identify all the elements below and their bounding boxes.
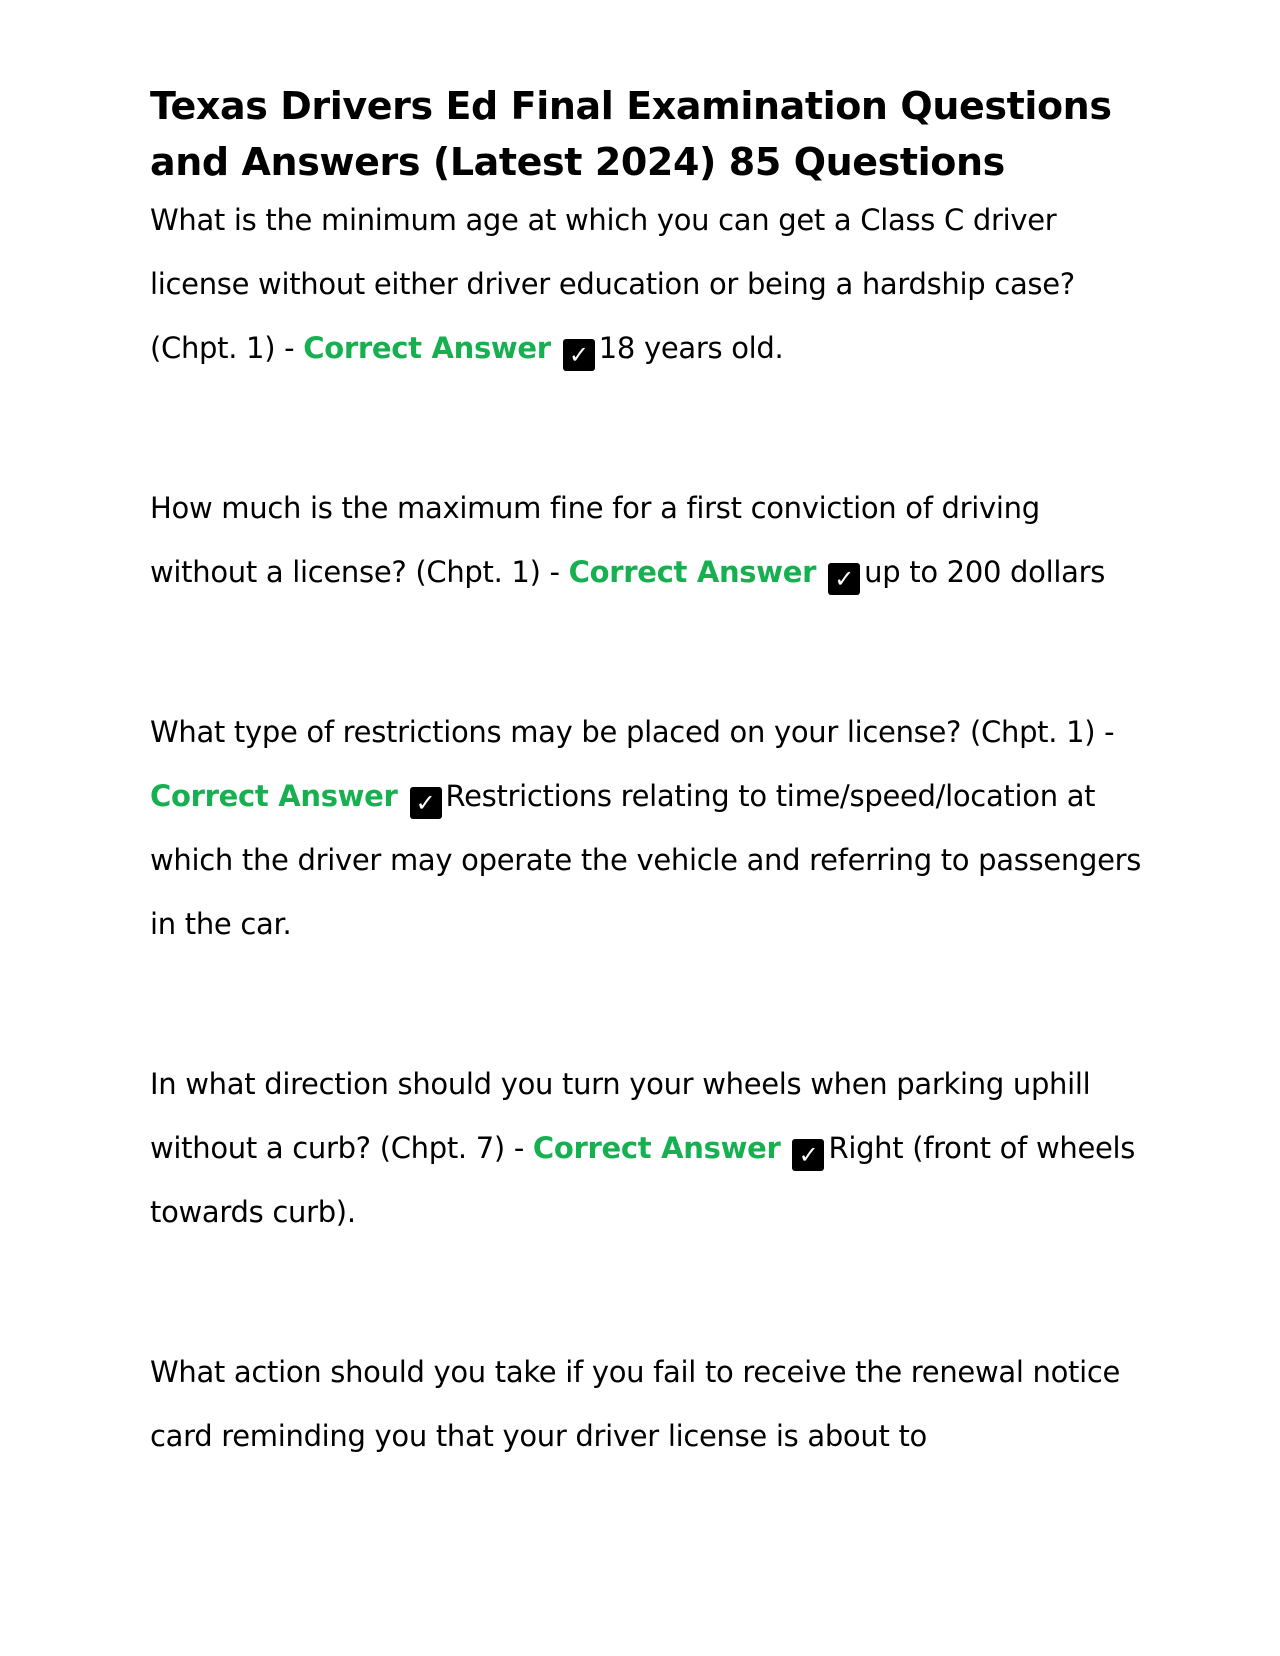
question-text: What type of restrictions may be placed on your license? (Chpt. 1) - [150,715,1115,749]
question-text: What action should you take if you fail to receive the renewal notice card reminding you that your driver license is about to [150,1355,1121,1453]
question-text: How much is the maximum fine for a first conviction of driving without a license? (Chpt. 1) - [150,491,1040,589]
question-text: In what direction should you turn your wheels when parking uphill without a curb? (Chpt. 7) - [150,1067,1091,1165]
qa-item [150,476,1150,604]
qa-item [150,1052,1150,1244]
answer-text: 18 years old. [598,331,784,365]
question-text: What is the minimum age at which you can get a Class C driver license without either driver education or being a hardship case? (Chpt. 1) - [150,203,1075,365]
document-title: Texas Drivers Ed Final Examination Questions and Answers (Latest 2024) 85 Questions [150,84,1112,184]
check-box-icon: ✓ [828,563,860,595]
qa-item [150,700,1150,956]
answer-text: Right (front of wheels towards curb). [150,1131,1136,1229]
qa-item [150,1340,1150,1468]
correct-answer-label: Correct Answer [532,1131,781,1165]
qa-item [150,188,1150,380]
answer-text: Restrictions relating to time/speed/location at which the driver may operate the vehicle and referring to passengers in the car. [150,779,1142,941]
document-page [150,78,1150,1468]
answer-text: up to 200 dollars [864,555,1106,589]
correct-answer-label: Correct Answer [303,331,551,365]
check-box-icon: ✓ [563,339,595,371]
check-box-icon: ✓ [410,787,442,819]
correct-answer-label: Correct Answer [568,555,817,589]
correct-answer-label: Correct Answer [150,779,398,813]
check-box-icon: ✓ [792,1139,824,1171]
